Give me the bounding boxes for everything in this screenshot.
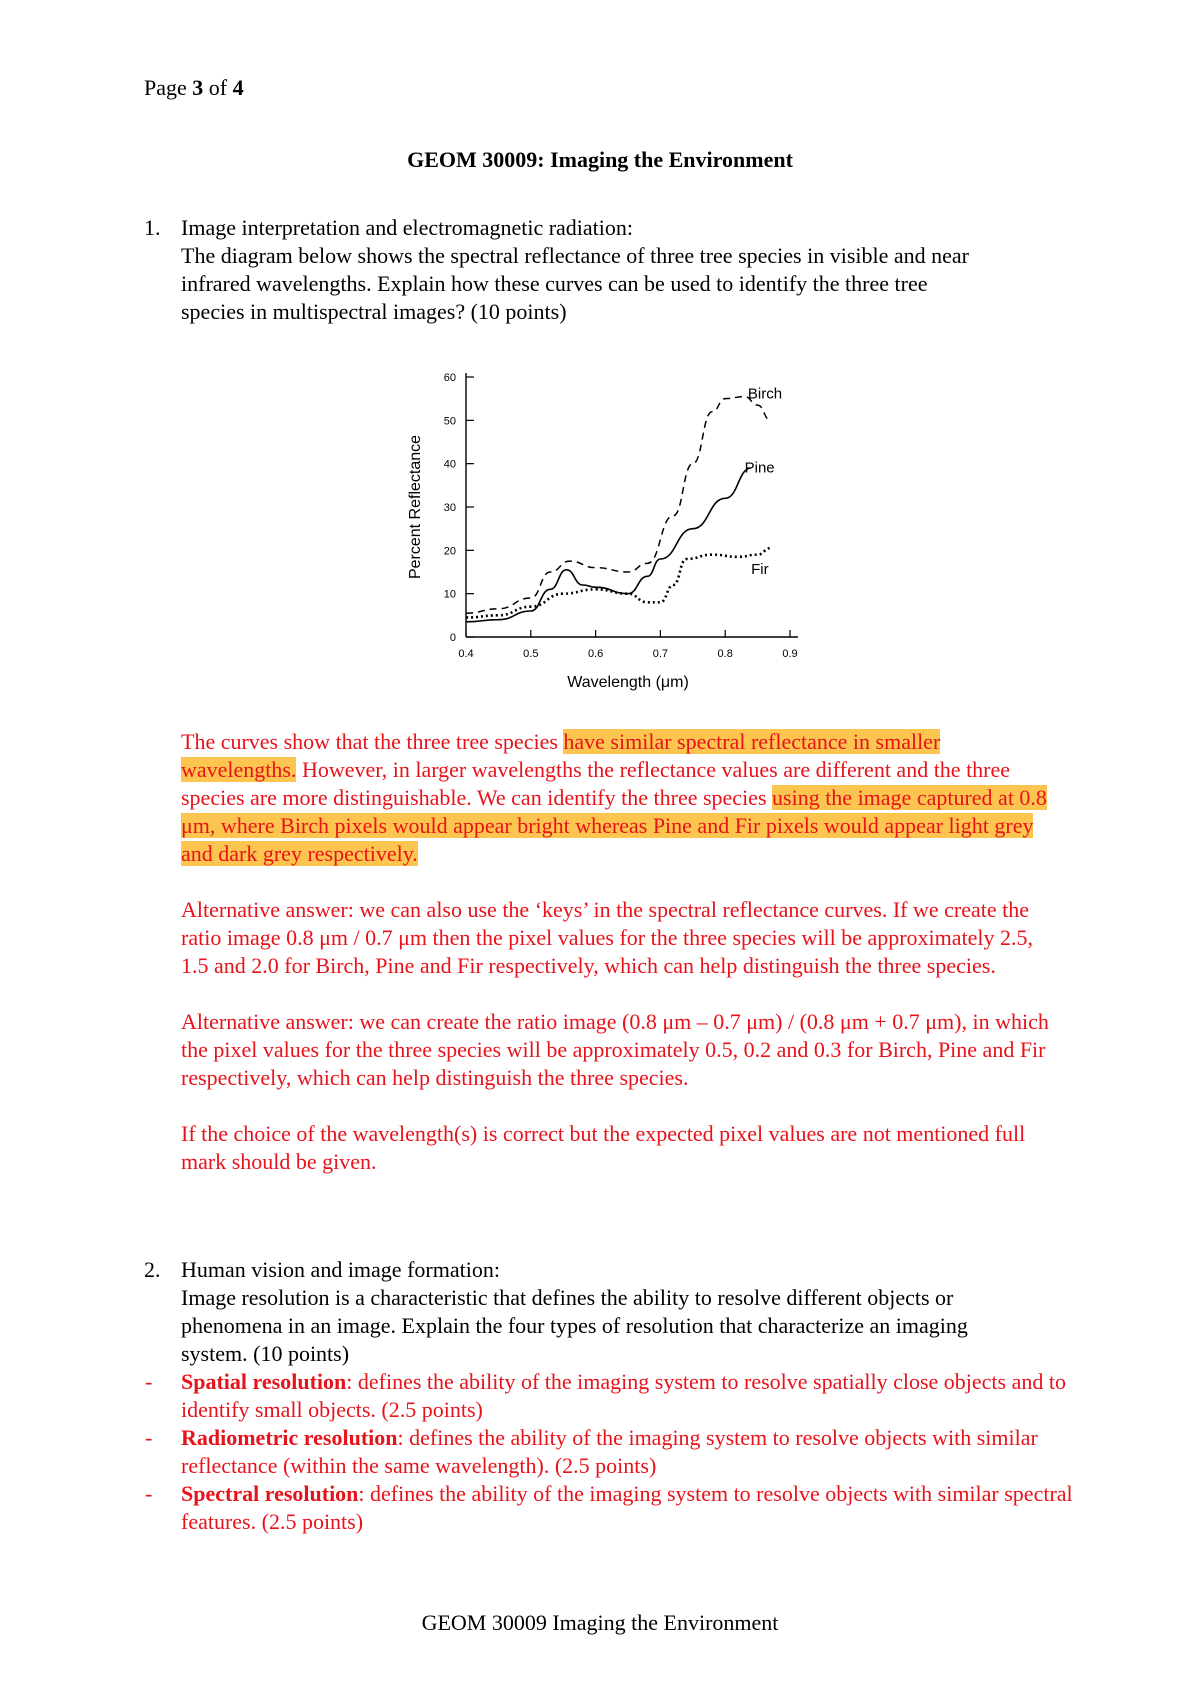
x-tick-label: 0.8	[717, 648, 733, 660]
highlighted-text: have similar spectral reflectance in smaller wavelengths.	[181, 729, 941, 782]
answer-paragraph-3: Alternative answer: we can create the ratio image (0.8 μm – 0.7 μm) / (0.8 μm + 0.7 μm), in which the pixel values for the three species will be approximately 0.5, 0.2 and 0.3 for Birch, Pine and Fir respectively, which can help distinguish the three species.	[181, 1009, 1049, 1090]
list-dash: -	[145, 1481, 153, 1506]
list-item: - Spatial resolution: defines the ability of the imaging system to resolve spatially close objects and to identify small objects. (2.5 points)	[145, 1369, 1066, 1422]
x-axis-label: Wavelength (μm)	[567, 674, 689, 691]
series-line-birch	[466, 397, 771, 614]
y-tick-label: 60	[443, 372, 456, 384]
y-tick-label: 0	[449, 632, 456, 644]
y-axis-label: Percent Reflectance	[407, 434, 424, 580]
list-dash: -	[145, 1425, 153, 1450]
document-title: GEOM 30009: Imaging the Environment	[407, 147, 793, 172]
x-tick-label: 0.4	[458, 648, 474, 660]
term-spatial-resolution: Spatial resolution	[181, 1369, 347, 1394]
page-number: Page 3 of 4	[144, 75, 244, 100]
question-1-number: 1.	[144, 215, 161, 240]
question-2-prompt-line: phenomena in an image. Explain the four types of resolution that characterize an imaging	[181, 1313, 968, 1338]
series-line-pine	[466, 468, 751, 622]
y-tick-label: 40	[443, 458, 456, 471]
question-2-prompt-line: system. (10 points)	[181, 1341, 350, 1366]
y-tick-label: 50	[443, 415, 456, 428]
series-label-pine: Pine	[744, 459, 775, 477]
page-footer: GEOM 30009 Imaging the Environment	[421, 1610, 779, 1635]
question-1-prompt-line: The diagram below shows the spectral reflectance of three tree species in visible and near	[181, 243, 969, 268]
x-tick-label: 0.7	[652, 648, 669, 660]
x-tick-label: 0.6	[587, 648, 604, 660]
answer-paragraph-1: The curves show that the three tree species have similar spectral reflectance in smaller wavelengths. However, in larger wavelengths the reflectance values are different and the three species are more distinguishable. We can identify the three species using the image captured at 0.8 μm, where Birch pixels would appear bright whereas Pine and Fir pixels would appear light grey and dark grey respectively.	[181, 729, 1047, 866]
highlighted-text: using the image captured at 0.8 μm, where Birch pixels would appear bright whereas Pine and Fir pixels would appear light grey and dark grey respectively.	[181, 785, 1047, 866]
answer-paragraph-2: Alternative answer: we can also use the ‘keys’ in the spectral reflectance curves. If we create the ratio image 0.8 μm / 0.7 μm then the pixel values for the three species will be approximately 2.5, 1.5 and 2.0 for Birch, Pine and Fir respectively, which can help distinguish the three species.	[181, 897, 1034, 978]
list-dash: -	[145, 1369, 153, 1394]
question-2-prompt	[145, 1256, 1081, 1536]
question-1-prompt	[181, 214, 1081, 326]
series-label-birch: Birch	[747, 385, 783, 403]
x-tick-label: 0.9	[782, 648, 798, 660]
question-1-prompt-line: species in multispectral images? (10 points)	[181, 299, 567, 324]
question-1-prompt-line: infrared wavelengths. Explain how these curves can be used to identify the three tree	[181, 271, 928, 296]
question-2-number: 2.	[144, 1257, 161, 1282]
question-1-heading: Image interpretation and electromagnetic radiation:	[181, 215, 634, 240]
y-tick-label: 10	[443, 588, 456, 601]
term-spectral-resolution: Spectral resolution	[181, 1481, 359, 1506]
series-line-fir	[466, 548, 771, 617]
resolution-list	[145, 1368, 1081, 1536]
question-1-answer	[181, 728, 1061, 1176]
answer-paragraph-4: If the choice of the wavelength(s) is correct but the expected pixel values are not mentioned full mark should be given.	[181, 1121, 1026, 1174]
term-radiometric-resolution: Radiometric resolution	[181, 1425, 398, 1450]
question-2-heading: Human vision and image formation:	[181, 1257, 500, 1282]
y-tick-label: 30	[443, 502, 456, 514]
y-tick-label: 20	[443, 545, 456, 558]
x-tick-label: 0.5	[523, 648, 539, 660]
spectral-reflectance-chart	[390, 365, 810, 695]
list-item: - Radiometric resolution: defines the ability of the imaging system to resolve objects with similar reflectance (within the same wavelength). (2.5 points)	[145, 1425, 1038, 1478]
question-2-prompt-line: Image resolution is a characteristic that defines the ability to resolve different objects or	[181, 1285, 954, 1310]
series-label-fir: Fir	[751, 561, 769, 579]
list-item: - Spectral resolution: defines the ability of the imaging system to resolve objects with similar spectral features. (2.5 points)	[145, 1481, 1073, 1534]
